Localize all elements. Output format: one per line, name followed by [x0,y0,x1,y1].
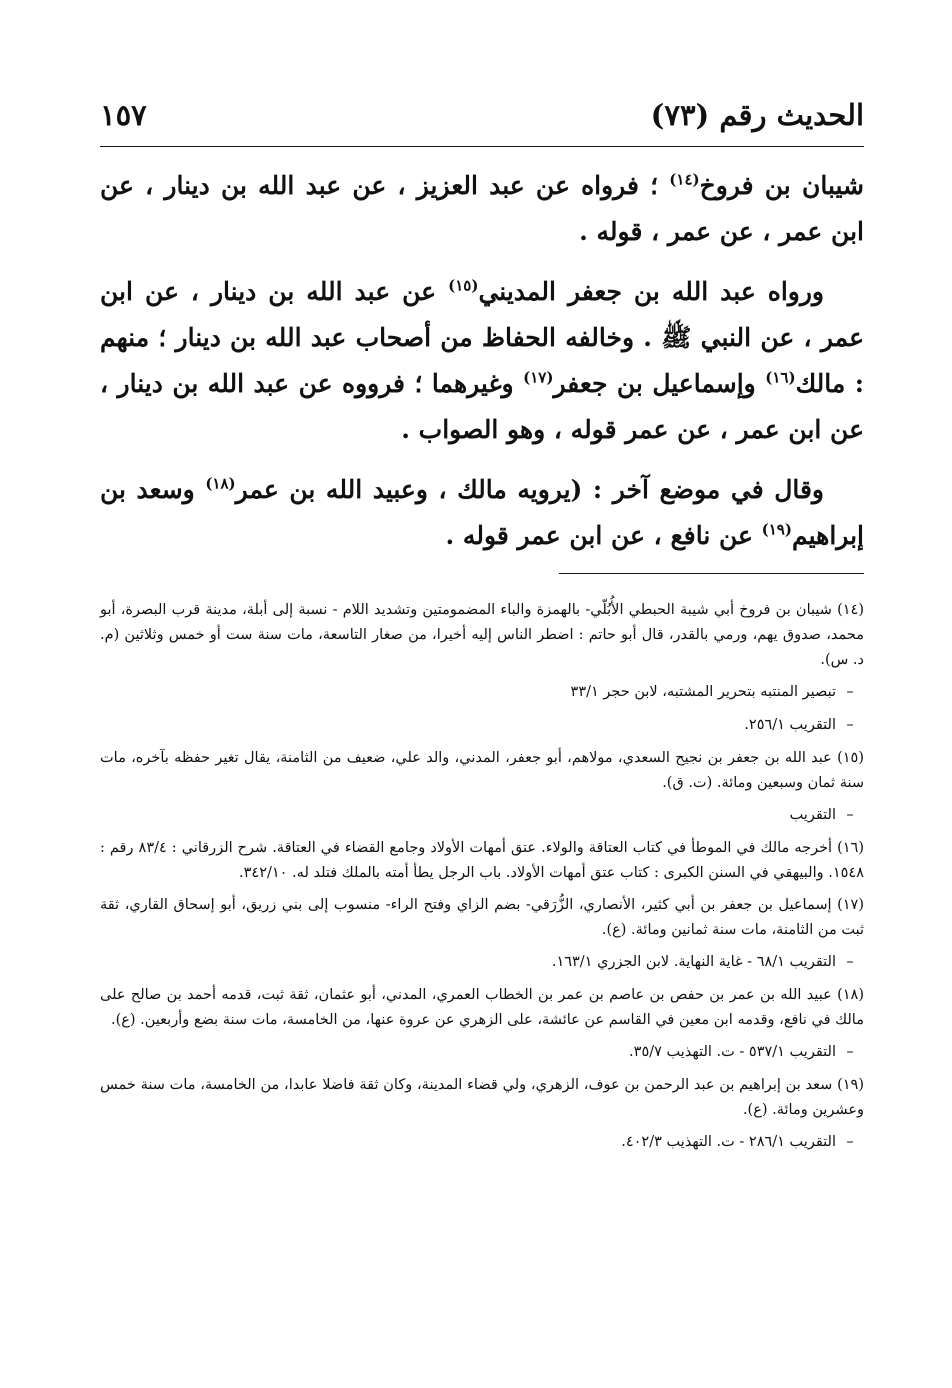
footnote-text: إسماعيل بن جعفر بن أبي كثير، الأنصاري، الزُّرَقي- بضم الزاي وفتح الراء- منسوب إلى بني زريق، أبو إسحاق القاري، ثقة ثبت من الثامنة، مات سنة ثمانين ومائة. (ع). [100,897,864,938]
footnote-number: (١٧) [837,897,865,913]
footnote-ref-18[interactable]: (١٨) [205,474,236,493]
footnote-source: –تبصير المنتبه بتحرير المشتبه، لابن حجر ٣٣/١ [570,684,854,700]
footnote-ref-19[interactable]: (١٩) [761,520,792,539]
footnote-ref-14[interactable]: (١٤) [669,170,700,189]
footnote-19 [100,1073,864,1123]
footnote-text: أخرجه مالك في الموطأ في كتاب العتاقة والولاء. عتق أمهات الأولاد وجامع القضاء في العتاقة. شرح الزرقاني : ٨٣/٤ رقم : ١٥٤٨. والبيهقي في السنن الكبرى : كتاب عتق أمهات الأولاد. باب الرجل يطأ أمته بالملك فتلد له. ٣٤٢/١٠. [100,840,864,881]
footnote-18 [100,983,864,1033]
footnote-text: عبيد الله بن عمر بن حفص بن عاصم بن عمر بن الخطاب العمري، المدني، أبو عثمان، ثقة ثبت، قدمه أحمد بن صالح على مالك في نافع، وقدمه ابن معين في القاسم عن عائشة، على الزهري عن عروة عنها، من الخامسة، مات سنة بضع وأربعين. (ع). [100,987,864,1028]
section-title: الحديث رقم (٧٣) [650,98,864,132]
footnote-ref-16[interactable]: (١٦) [765,368,796,387]
footnote-text: شيبان بن فروخ أبي شيبة الحبطي الأُبُلّي- بالهمزة والباء المضمومتين وتشديد اللام - نسبة إلى أبلة، مدينة قرب البصرة، أبو محمد، صدوق يهم، ورمي بالقدر، قال أبو حاتم : اضطر الناس إليه أخيرا، من صغار التاسعة، مات سنة ست أو خمس وثلاثين (م. د. س). [100,602,864,668]
paragraph-2: ورواه عبد الله بن جعفر المديني$^{(١٥)}$ عن عبد الله بن دينار ، عن ابن عمر ، عن النبي ﷺ . وخالفه الحفاظ من أصحاب عبد الله بن دينار ؛ منهم : مالك$^{(١٦)}$ وإسماعيل بن جعفر$^{(١٧)}$ وغيرهما ؛ فرووه عن عبد الله بن دينار ، عن ابن عمر ، عن عمر قوله ، وهو الصواب . [100,276,864,444]
footnotes [100,598,864,1155]
footnote-ref-15[interactable]: (١٥) [448,276,479,295]
page-number: ١٥٧ [100,98,147,132]
footnote-ref-17[interactable]: (١٧) [523,368,554,387]
footnote-number: (١٦) [837,840,865,856]
footnote-number: (١٤) [837,602,864,618]
paragraph-1: شيبان بن فروخ$^{(١٤)}$ ؛ فرواه عن عبد العزيز ، عن عبد الله بن دينار ، عن ابن عمر ، عن عمر ، قوله . [100,170,864,246]
footnote-16 [100,836,864,886]
footnote-14 [100,598,864,673]
running-header [100,86,864,132]
footnote-number: (١٩) [837,1077,864,1093]
footnote-separator [559,573,864,574]
footnote-text: عبد الله بن جعفر بن نجيح السعدي، مولاهم، أبو جعفر، المدني، والد علي، ضعيف من الثامنة، يقال تغير حفظه بآخره، مات سنة ثمان وسبعين ومائة. (ت. ق). [100,750,864,791]
footnote-number: (١٥) [837,750,865,766]
paragraph-3: وقال في موضع آخر : (يرويه مالك ، وعبيد الله بن عمر$^{(١٨)}$ وسعد بن إبراهيم$^{(١٩)}$ عن نافع ، عن ابن عمر قوله . [100,474,864,550]
footnote-15 [100,746,864,796]
footnote-source: –التقريب ٢٨٦/١ - ت. التهذيب ٤٠٢/٣. [621,1134,854,1150]
footnote-source: –التقريب ٢٥٦/١. [744,717,854,733]
document-page [100,86,864,1163]
footnote-text: سعد بن إبراهيم بن عبد الرحمن بن عوف، الزهري، ولي قضاء المدينة، وكان ثقة فاضلا عابدا، من الخامسة، مات سنة خمس وعشرين ومائة. (ع). [100,1077,864,1118]
footnote-source: –التقريب ٦٨/١ - غاية النهاية. لابن الجزري ١٦٣/١. [551,954,854,970]
footnote-source: –التقريب ٥٣٧/١ - ت. التهذيب ٣٥/٧. [629,1044,854,1060]
main-text [100,163,864,559]
footnote-number: (١٨) [837,987,865,1003]
header-rule [100,146,864,147]
footnote-17 [100,893,864,943]
footnote-source: –التقريب [789,807,854,823]
